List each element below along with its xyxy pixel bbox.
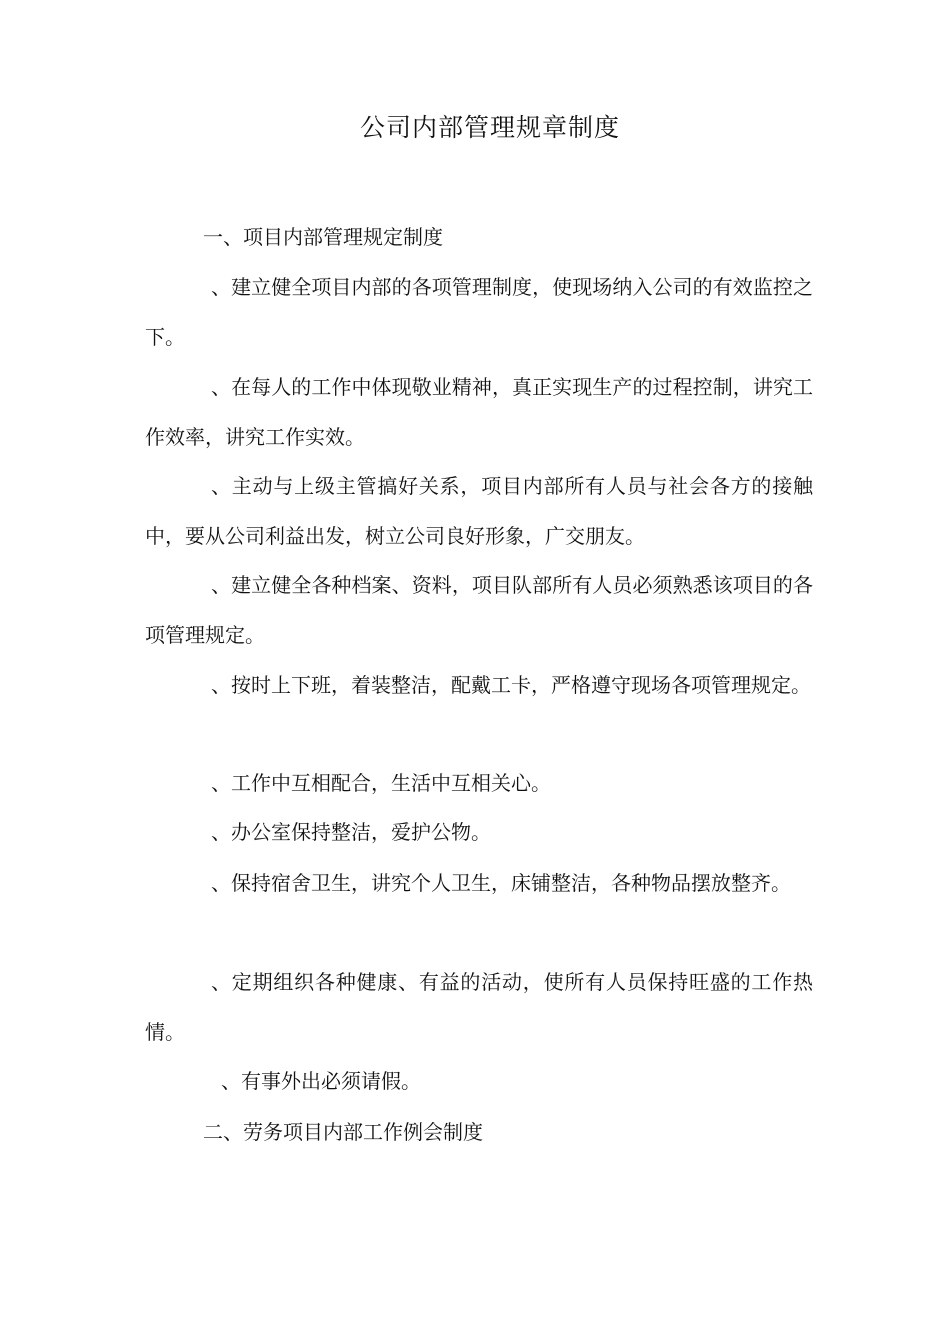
paragraph-item: 、办公室保持整洁，爱护公物。: [211, 820, 491, 844]
paragraph-item: 、建立健全项目内部的各项管理制度，使现场纳入公司的有效监控之下。: [145, 275, 813, 349]
section-heading-1: 一、项目内部管理规定制度: [203, 225, 443, 249]
document-title: 公司内部管理规章制度: [359, 113, 620, 142]
section-heading-2: 二、劳务项目内部工作例会制度: [203, 1120, 483, 1144]
paragraph-item: 、主动与上级主管搞好关系，项目内部所有人员与社会各方的接触中，要从公司利益出发，树立公司良好形象，广交朋友。: [145, 474, 813, 548]
paragraph-item: 、建立健全各种档案、资料，项目队部所有人员必须熟悉该项目的各项管理规定。: [145, 573, 813, 647]
paragraph-item: 、在每人的工作中体现敬业精神，真正实现生产的过程控制，讲究工作效率，讲究工作实效。: [145, 375, 813, 449]
paragraph-item: 、工作中互相配合，生活中互相关心。: [211, 771, 551, 795]
paragraph-item: 、定期组织各种健康、有益的活动，使所有人员保持旺盛的工作热情。: [145, 970, 813, 1044]
paragraph-item: 、保持宿舍卫生，讲究个人卫生，床铺整洁，各种物品摆放整齐。: [211, 871, 791, 895]
paragraph-item: 、有事外出必须请假。: [221, 1069, 421, 1093]
paragraph-item: 、按时上下班，着装整洁，配戴工卡，严格遵守现场各项管理规定。: [211, 673, 811, 697]
